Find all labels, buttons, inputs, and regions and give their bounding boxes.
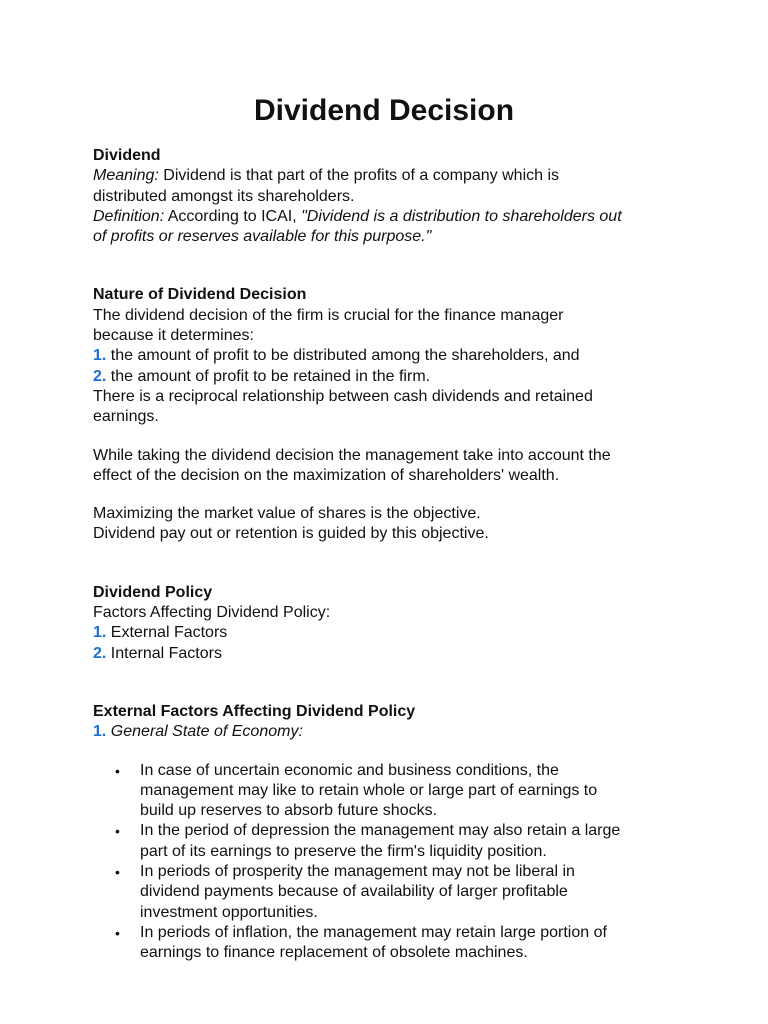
definition-label: Definition: [93, 207, 165, 225]
list-item-line: In the period of depression the management may also retain a large [140, 822, 621, 840]
item-number: 1. [93, 624, 107, 642]
section-dividend-policy [93, 583, 693, 664]
item-text: the amount of profit to be retained in the firm. [110, 367, 431, 385]
list-item-line: management may like to retain whole or large part of earnings to [140, 781, 598, 799]
meaning-label: Meaning: [93, 167, 159, 185]
list-item-line: dividend payments because of availability of larger profitable [140, 883, 568, 901]
meaning-text: Dividend is that part of the profits of a company which is [163, 167, 560, 185]
spacer [93, 545, 693, 583]
spacer [93, 247, 693, 285]
definition-quote-part2: of profits or reserves available for this purpose." [93, 228, 432, 246]
item-text: External Factors [110, 624, 228, 642]
definition-intro: According to ICAI, [167, 207, 297, 225]
section-nature [93, 285, 693, 544]
section-heading-nature: Nature of Dividend Decision [93, 286, 307, 304]
list-item-line: In periods of inflation, the management may retain large portion of [140, 923, 607, 941]
paragraph-line: While taking the dividend decision the management take into account the [93, 446, 611, 464]
meaning-line [93, 166, 693, 186]
numbered-item [93, 346, 693, 366]
list-item-line: part of its earnings to preserve the firm's liquidity position. [140, 842, 547, 860]
section-heading-external: External Factors Affecting Dividend Policy [93, 702, 416, 720]
spacer [93, 743, 693, 761]
list-item [93, 862, 693, 923]
nature-line-4: earnings. [93, 408, 159, 426]
section-heading-policy: Dividend Policy [93, 583, 213, 601]
list-item [93, 761, 693, 822]
item-number: 1. [93, 723, 107, 741]
list-item [93, 923, 693, 964]
list-item-line: In periods of prosperity the management may not be liberal in [140, 863, 575, 881]
definition-line [93, 207, 693, 227]
bullet-icon: • [115, 762, 120, 779]
section-external-factors [93, 702, 693, 964]
paragraph-line: effect of the decision on the maximization of shareholders' wealth. [93, 466, 560, 484]
item-text: the amount of profit to be distributed among the shareholders, and [110, 347, 580, 365]
sub-heading [93, 722, 693, 742]
policy-intro: Factors Affecting Dividend Policy: [93, 604, 331, 622]
spacer [93, 428, 693, 446]
list-item [93, 821, 693, 862]
numbered-item [93, 367, 693, 387]
meaning-continuation: distributed amongst its shareholders. [93, 187, 355, 205]
spacer [93, 664, 693, 702]
paragraph-line: Maximizing the market value of shares is the objective. [93, 505, 481, 523]
document-body [93, 146, 693, 964]
item-number: 2. [93, 367, 107, 385]
numbered-item [93, 623, 693, 643]
list-item-line: earnings to finance replacement of obsolete machines. [140, 944, 528, 962]
nature-line-1: The dividend decision of the firm is crucial for the finance manager [93, 306, 564, 324]
numbered-item [93, 644, 693, 664]
bullet-icon: • [115, 823, 120, 840]
item-text: Internal Factors [110, 644, 222, 662]
nature-line-2: because it determines: [93, 327, 254, 345]
list-item-line: build up reserves to absorb future shocks. [140, 802, 438, 820]
item-number: 1. [93, 347, 107, 365]
sub-heading-text: General State of Economy: [110, 723, 303, 741]
item-number: 2. [93, 644, 107, 662]
section-heading-dividend: Dividend [93, 147, 161, 164]
bullet-icon: • [115, 864, 120, 881]
bullet-icon: • [115, 924, 120, 941]
paragraph-line: Dividend pay out or retention is guided by this objective. [93, 525, 489, 543]
nature-line-3: There is a reciprocal relationship between cash dividends and retained [93, 387, 593, 405]
spacer [93, 486, 693, 504]
definition-quote-part1: "Dividend is a distribution to shareholders out [301, 207, 622, 225]
bullet-list [93, 761, 693, 964]
list-item-line: investment opportunities. [140, 903, 318, 921]
list-item-line: In case of uncertain economic and business conditions, the [140, 761, 559, 779]
section-dividend [93, 146, 693, 247]
page-title: Dividend Decision [253, 94, 515, 127]
